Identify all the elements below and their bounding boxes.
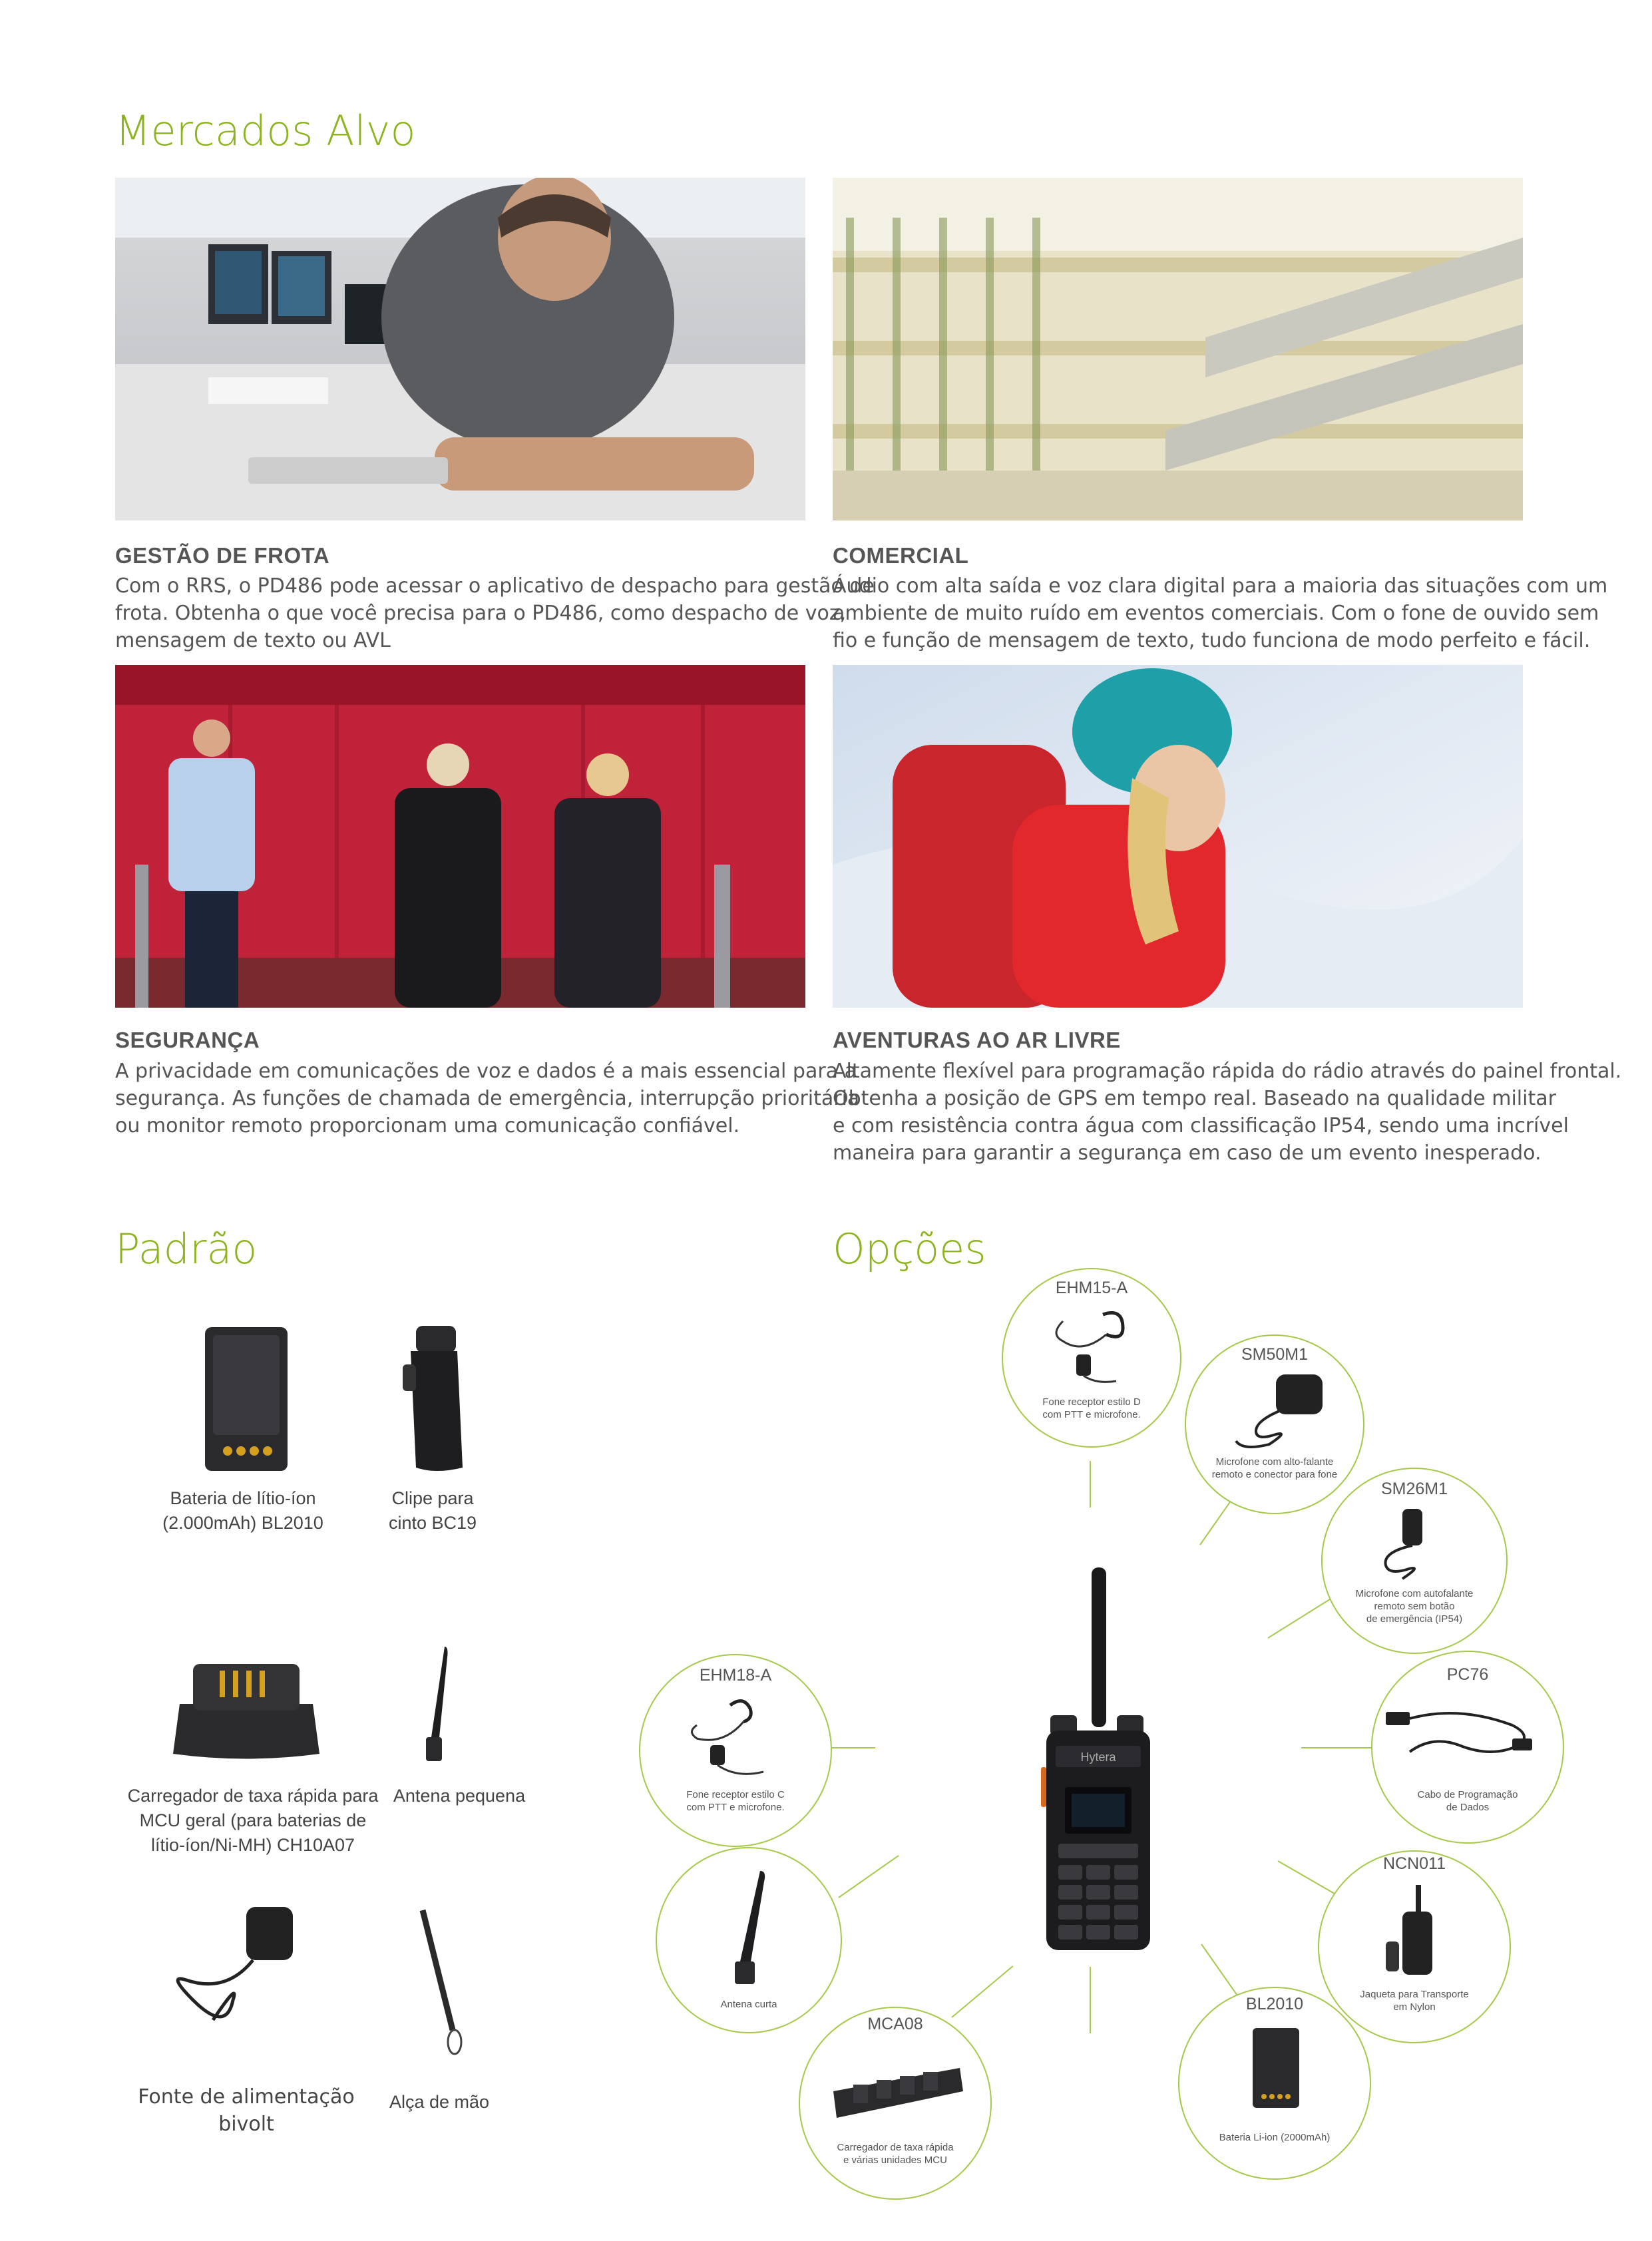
option-ehm18a bbox=[639, 1654, 832, 1847]
option-description: Fone receptor estilo C com PTT e microfone. bbox=[686, 1789, 785, 1813]
fleet-management-title: GESTÃO DE FROTA bbox=[115, 543, 330, 568]
power-supply-label: Fonte de alimentação bivolt bbox=[138, 2085, 355, 2136]
connector-line bbox=[1090, 1967, 1091, 2033]
security-title: SEGURANÇA bbox=[115, 1028, 260, 1052]
commercial-title: COMERCIAL bbox=[833, 543, 969, 568]
option-code: SM26M1 bbox=[1380, 1480, 1448, 1498]
option-mca08 bbox=[799, 2007, 992, 2200]
option-code: MCA08 bbox=[867, 2015, 923, 2033]
power-supply-image bbox=[173, 1900, 306, 2033]
option-description: Fone receptor estilo D com PTT e microfone. bbox=[1042, 1396, 1141, 1420]
options-heading: Opções bbox=[833, 1225, 986, 1273]
battery-image bbox=[200, 1324, 293, 1474]
small-antenna-image bbox=[419, 1644, 459, 1764]
option-pc76 bbox=[1371, 1651, 1564, 1844]
option-bl2010 bbox=[1178, 1987, 1371, 2180]
option-code: PC76 bbox=[1446, 1665, 1489, 1684]
option-code: EHM18-A bbox=[699, 1666, 772, 1685]
connector-line bbox=[1090, 1461, 1091, 1508]
radio-brand: Hytera bbox=[1080, 1750, 1116, 1764]
option-description: Antena curta bbox=[720, 1999, 777, 2010]
radio-image bbox=[1038, 1567, 1158, 1953]
charger-label: Carregador de taxa rápida para MCU geral (para baterias de lítio-íon/Ni-MH) CH10A07 bbox=[127, 1786, 379, 1855]
fleet-management-text: Com o RRS, o PD486 pode acessar o aplicativo de despacho para gestão de frota. Obtenha o que você precisa para o PD486, como despacho de voz, mensagem de texto ou AVL bbox=[115, 574, 875, 652]
hand-strap-label: Alça de mão bbox=[389, 2092, 490, 2112]
security-text: A privacidade em comunicações de voz e dados é a mais essencial para a segurança. As funções de chamada de emergência, interrupção prioritária ou monitor remoto proporcionam uma comunicação confiável. bbox=[115, 1060, 860, 1137]
hand-strap-image bbox=[416, 1904, 469, 2057]
outdoor-text: Altamente flexível para programação rápida do rádio através do painel frontal. Obtenha a posição de GPS em tempo real. Baseado na qualidade militar e com resistência contra água com classificação IP54, sendo uma incrível maneira para garantir a segurança em caso de um evento inesperado. bbox=[833, 1060, 1622, 1165]
charger-image bbox=[166, 1644, 326, 1764]
option-description: Carregador de taxa rápida e várias unidades MCU bbox=[837, 2142, 954, 2166]
markets-heading: Mercados Alvo bbox=[115, 106, 416, 155]
connector-line bbox=[1301, 1747, 1381, 1748]
option-code: SM50M1 bbox=[1241, 1345, 1309, 1364]
option-ehm15a bbox=[1002, 1268, 1181, 1448]
battery-label: Bateria de lítio-íon (2.000mAh) BL2010 bbox=[162, 1488, 323, 1533]
fleet-management-photo bbox=[115, 178, 805, 520]
belt-clip-image bbox=[396, 1324, 469, 1474]
commercial-photo bbox=[833, 178, 1523, 520]
security-photo bbox=[115, 665, 805, 1008]
outdoor-photo bbox=[833, 665, 1523, 1008]
standard-heading: Padrão bbox=[115, 1225, 258, 1273]
option-description: Jaqueta para Transporte em Nylon bbox=[1360, 1989, 1469, 2013]
option-description: Microfone com autofalante remoto sem botão de emergência (IP54) bbox=[1355, 1588, 1474, 1625]
small-antenna-label: Antena pequena bbox=[393, 1786, 526, 1806]
option-short-antenna bbox=[656, 1847, 842, 2033]
option-code: NCN011 bbox=[1382, 1854, 1446, 1873]
option-description: Cabo de Programação de Dados bbox=[1417, 1789, 1518, 1813]
option-sm26m1 bbox=[1321, 1468, 1508, 1654]
outdoor-title: AVENTURAS AO AR LIVRE bbox=[833, 1028, 1121, 1052]
option-description: Microfone com alto-falante remoto e conector para fone bbox=[1211, 1456, 1338, 1480]
connector-line bbox=[838, 1855, 899, 1898]
belt-clip-label: Clipe para cinto BC19 bbox=[388, 1488, 477, 1533]
option-code: EHM15-A bbox=[1055, 1279, 1128, 1297]
option-code: BL2010 bbox=[1245, 1995, 1304, 2013]
connector-line bbox=[951, 1965, 1013, 2018]
option-ncn011 bbox=[1318, 1850, 1511, 2043]
commercial-text: Áudio com alta saída e voz clara digital para a maioria das situações com um ambiente de muito ruído em eventos comerciais. Com o fone de ouvido sem fio e função de mensagem de texto, tudo funciona de modo perfeito e fácil. bbox=[833, 574, 1608, 652]
option-description: Bateria Li-ion (2000mAh) bbox=[1219, 2132, 1331, 2143]
